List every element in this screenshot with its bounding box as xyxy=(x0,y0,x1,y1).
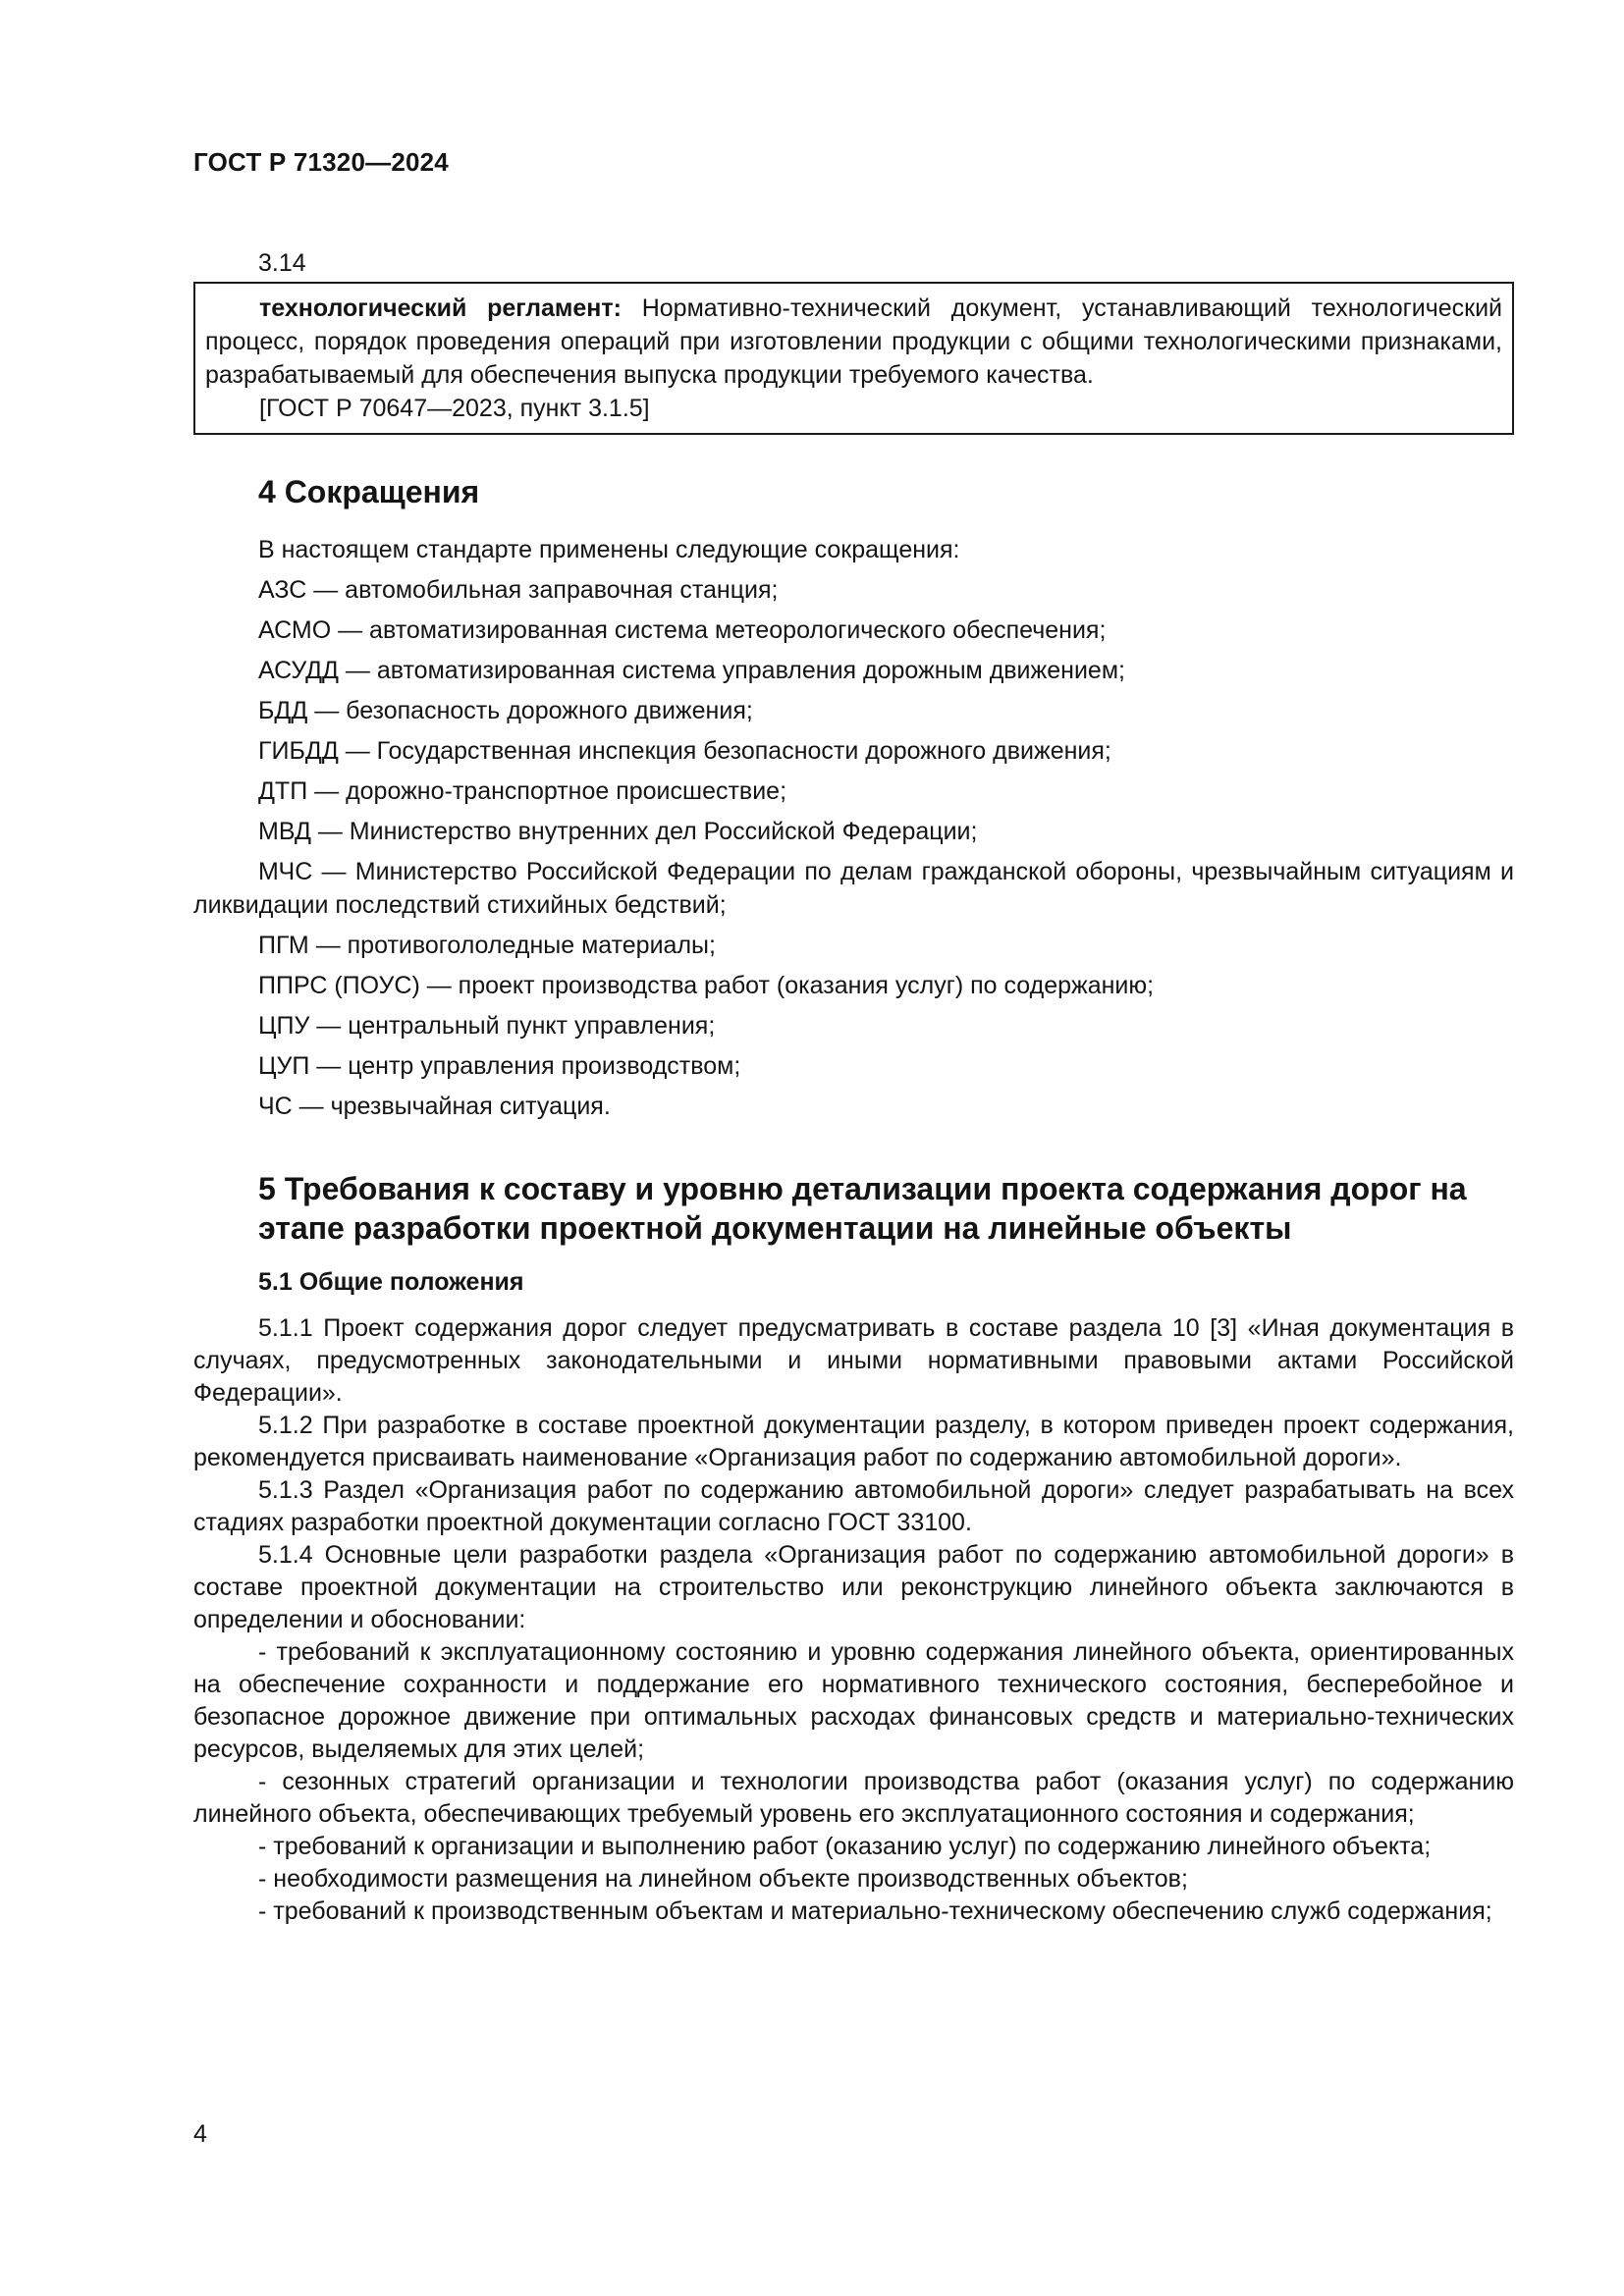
list-item: - требований к производственным объектам и материально-техническому обеспечению служб содержания; xyxy=(258,1897,1492,1925)
abbreviation-item: ЧС — чрезвычайная ситуация. xyxy=(258,1093,611,1120)
abbreviations-list xyxy=(193,533,1514,1130)
document-header-code: ГОСТ Р 71320—2024 xyxy=(193,147,449,177)
paragraph: 5.1.1 Проект содержания дорог следует предусматривать в составе раздела 10 [3] «Иная документация в случаях, предусмотренных законодательными и иными нормативными правовыми актами Российской Федерации». xyxy=(193,1314,1514,1407)
paragraph: 5.1.3 Раздел «Организация работ по содержанию автомобильной дороги» следует разрабатывать на всех стадиях разработки проектной документации согласно ГОСТ 33100. xyxy=(193,1476,1514,1536)
page-number: 4 xyxy=(193,2120,207,2148)
list-item: - сезонных стратегий организации и технологии производства работ (оказания услуг) по содержанию линейного объекта, обеспечивающих требуемый уровень его эксплуатационного состояния и содержания; xyxy=(193,1768,1514,1828)
term-definition-box xyxy=(193,282,1514,435)
abbreviation-item: АЗС — автомобильная заправочная станция; xyxy=(258,576,779,604)
abbreviation-item: ГИБДД — Государственная инспекция безопасности дорожного движения; xyxy=(258,737,1111,765)
section-5-heading: 5 Требования к составу и уровню детализации проекта содержания дорог на этапе разработки проектной документации на линейные объекты xyxy=(258,1171,1467,1246)
section-5-1-body xyxy=(193,1312,1514,1928)
list-item: - необходимости размещения на линейном объекте производственных объектов; xyxy=(258,1865,1188,1893)
abbreviation-item: ППРС (ПОУС) — проект производства работ (оказания услуг) по содержанию; xyxy=(258,972,1155,999)
abbreviation-item: АСМО — автоматизированная система метеорологического обеспечения; xyxy=(258,616,1107,644)
term-definition xyxy=(205,292,1502,392)
section-4-heading: 4 Сокращения xyxy=(258,474,480,509)
list-item: - требований к эксплуатационному состоянию и уровню содержания линейного объекта, ориентированных на обеспечение сохранности и поддержание его нормативного технического состояния, бесперебойное и безопасное дорожное движение при оптимальных расходах финансовых средств и материально-технических ресурсов, выделяемых для этих целей; xyxy=(193,1638,1514,1763)
subsection-5-1-heading: 5.1 Общие положения xyxy=(258,1268,524,1296)
abbreviation-item: ЦПУ — центральный пункт управления; xyxy=(258,1012,716,1040)
abbreviation-item: ЦУП — центр управления производством; xyxy=(258,1052,741,1080)
abbreviation-item: МВД — Министерство внутренних дел Российской Федерации; xyxy=(258,818,978,845)
term-reference: [ГОСТ Р 70647—2023, пункт 3.1.5] xyxy=(259,395,650,422)
document-page xyxy=(193,147,1514,1928)
term-name: технологический регламент: xyxy=(259,294,622,322)
abbreviations-intro: В настоящем стандарте применены следующие сокращения: xyxy=(258,536,960,563)
paragraph: 5.1.2 При разработке в составе проектной документации разделу, в котором приведен проект содержания, рекомендуется присваивать наименование «Организация работ по содержанию автомобильной дороги». xyxy=(193,1412,1514,1471)
abbreviation-item: БДД — безопасность дорожного движения; xyxy=(258,697,753,724)
abbreviation-item: ПГМ — противогололедные материалы; xyxy=(258,932,716,959)
paragraph: 5.1.4 Основные цели разработки раздела «Организация работ по содержанию автомобильной дороги» в составе проектной документации на строительство или реконструкцию линейного объекта заключаются в определении и обосновании: xyxy=(193,1541,1514,1633)
abbreviation-item: АСУДД — автоматизированная система управления дорожным движением; xyxy=(258,657,1125,684)
abbreviation-item: ДТП — дорожно-транспортное происшествие; xyxy=(258,777,787,805)
term-definition-text: Нормативно-технический документ, устанавливающий технологический процесс, порядок проведения операций при изготовлении продукции с общими технологическими признаками, разрабатываемый для обеспечения выпуска продукции требуемого качества. xyxy=(205,294,1503,389)
abbreviation-item: МЧС — Министерство Российской Федерации по делам гражданской обороны, чрезвычайным ситуациям и ликвидации последствий стихийных бедствий; xyxy=(193,858,1514,919)
list-item: - требований к организации и выполнению работ (оказанию услуг) по содержанию линейного объекта; xyxy=(258,1833,1432,1860)
term-number: 3.14 xyxy=(258,249,306,277)
